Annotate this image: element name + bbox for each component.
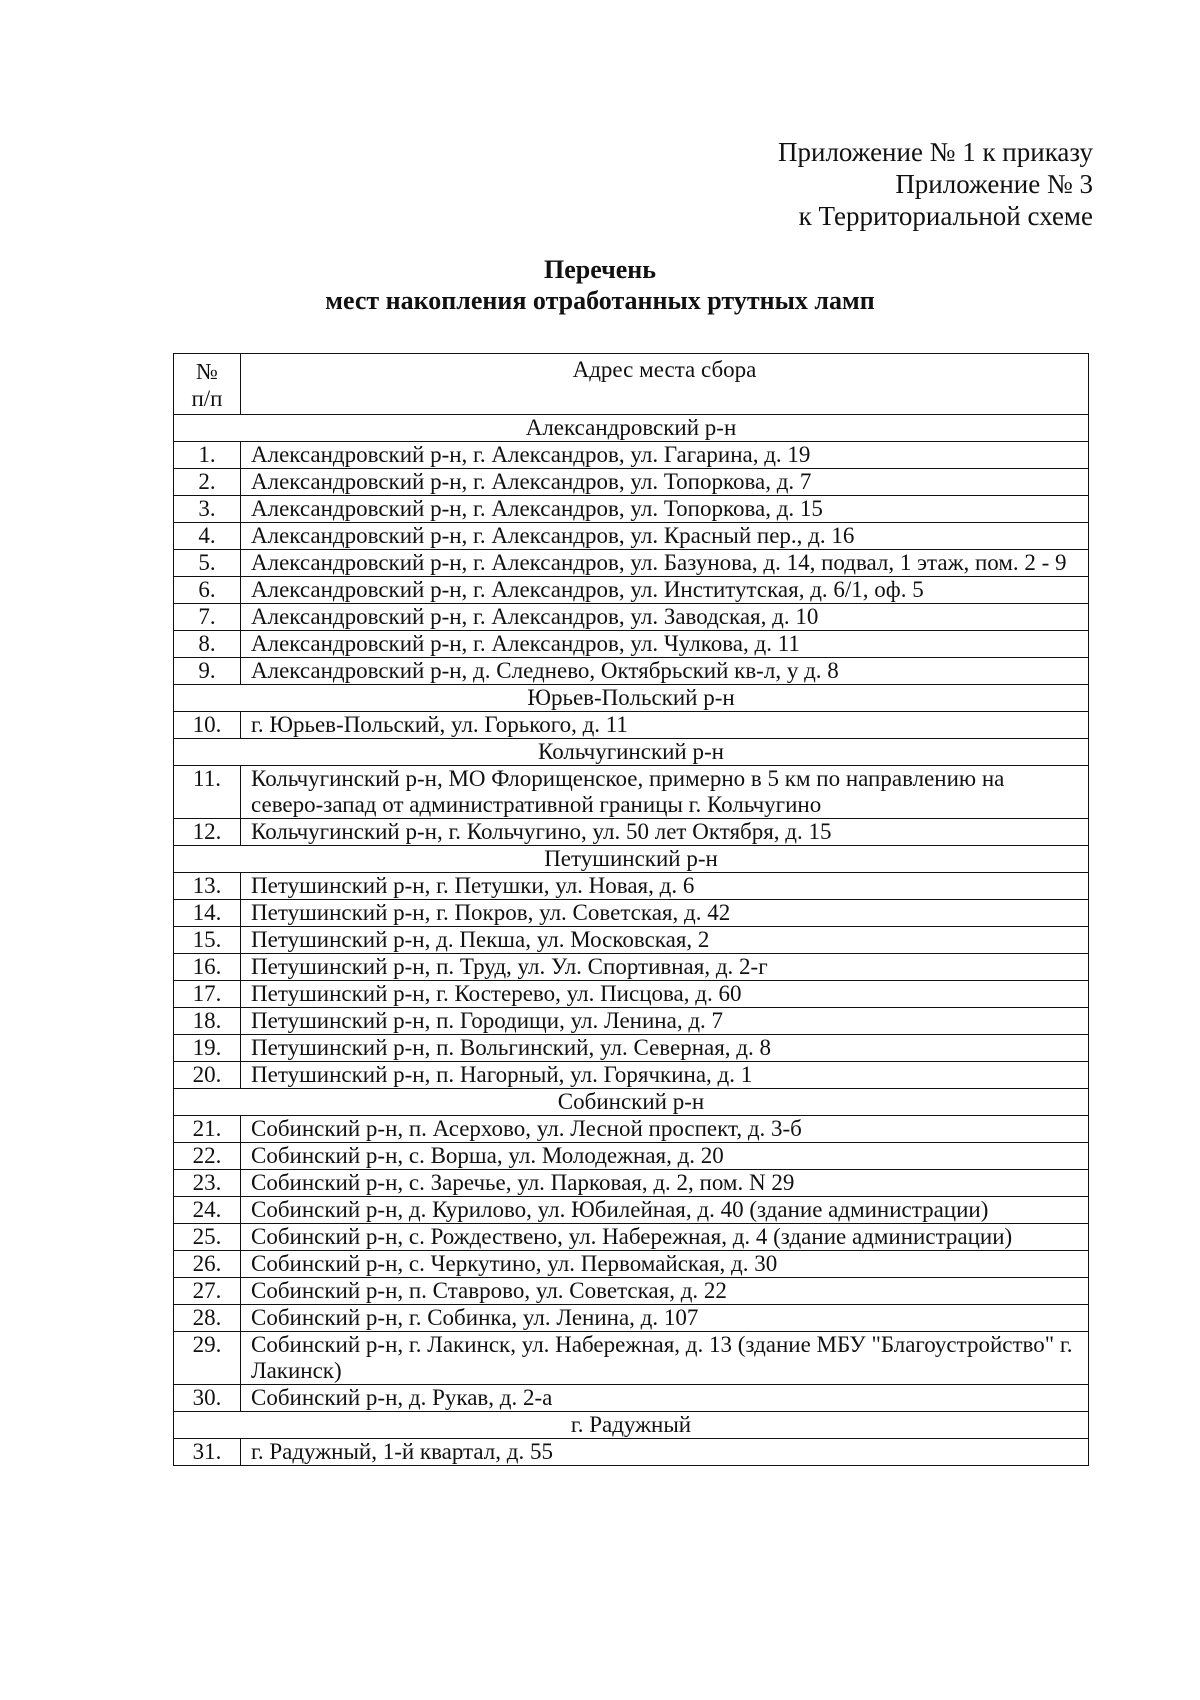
table-row [174, 766, 1089, 819]
region-row [174, 415, 1089, 442]
table-row [174, 1278, 1089, 1305]
row-address: Петушинский р-н, г. Костерево, ул. Писцова, д. 60 [241, 981, 1089, 1008]
row-number: 4. [174, 523, 241, 550]
row-address: Кольчугинский р-н, г. Кольчугино, ул. 50 лет Октября, д. 15 [241, 819, 1089, 846]
row-address: Собинский р-н, г. Собинка, ул. Ленина, д. 107 [241, 1305, 1089, 1332]
table-row [174, 1439, 1089, 1466]
table-row [174, 469, 1089, 496]
header-number-symbol: № [196, 359, 218, 384]
row-number: 3. [174, 496, 241, 523]
row-number: 25. [174, 1224, 241, 1251]
collection-points-table [173, 353, 1089, 1466]
row-address: Александровский р-н, г. Александров, ул. Заводская, д. 10 [241, 604, 1089, 631]
row-address: Александровский р-н, г. Александров, ул. Гагарина, д. 19 [241, 442, 1089, 469]
region-name: Петушинский р-н [174, 846, 1089, 873]
annex-line-1: Приложение № 1 к приказу [778, 137, 1093, 167]
row-address: Собинский р-н, с. Черкутино, ул. Первомайская, д. 30 [241, 1251, 1089, 1278]
region-name: Собинский р-н [174, 1089, 1089, 1116]
row-address: Петушинский р-н, п. Нагорный, ул. Горячкина, д. 1 [241, 1062, 1089, 1089]
row-number: 23. [174, 1170, 241, 1197]
table-row [174, 496, 1089, 523]
row-number: 20. [174, 1062, 241, 1089]
region-row [174, 685, 1089, 712]
row-address: Петушинский р-н, п. Городищи, ул. Ленина, д. 7 [241, 1008, 1089, 1035]
table-row [174, 442, 1089, 469]
region-row [174, 846, 1089, 873]
row-address: Кольчугинский р-н, МО Флорищенское, примерно в 5 км по направлению на северо-запад от административной границы г. Кольчугино [241, 766, 1089, 819]
annex-line-3: к Территориальной схеме [798, 201, 1093, 231]
row-number: 1. [174, 442, 241, 469]
annex-header [778, 136, 1093, 232]
table-row [174, 1385, 1089, 1412]
row-address: Петушинский р-н, п. Труд, ул. Ул. Спортивная, д. 2-г [241, 954, 1089, 981]
table-row [174, 1008, 1089, 1035]
table-row [174, 523, 1089, 550]
row-number: 31. [174, 1439, 241, 1466]
table-row [174, 712, 1089, 739]
row-address: Собинский р-н, п. Ставрово, ул. Советская, д. 22 [241, 1278, 1089, 1305]
row-address: Собинский р-н, г. Лакинск, ул. Набережная, д. 13 (здание МБУ "Благоустройство" г. Лакинск) [241, 1332, 1089, 1385]
row-address: Петушинский р-н, г. Покров, ул. Советская, д. 42 [241, 900, 1089, 927]
row-number: 12. [174, 819, 241, 846]
table-row [174, 981, 1089, 1008]
table-row [174, 1035, 1089, 1062]
row-number: 14. [174, 900, 241, 927]
row-address: Александровский р-н, г. Александров, ул. Топоркова, д. 15 [241, 496, 1089, 523]
row-address: г. Юрьев-Польский, ул. Горького, д. 11 [241, 712, 1089, 739]
row-number: 28. [174, 1305, 241, 1332]
row-number: 24. [174, 1197, 241, 1224]
row-number: 7. [174, 604, 241, 631]
row-address: Собинский р-н, с. Заречье, ул. Парковая, д. 2, пом. N 29 [241, 1170, 1089, 1197]
row-number: 17. [174, 981, 241, 1008]
region-row [174, 1089, 1089, 1116]
table-row [174, 954, 1089, 981]
table-row [174, 1062, 1089, 1089]
table-body [174, 415, 1089, 1466]
row-number: 13. [174, 873, 241, 900]
table-row [174, 927, 1089, 954]
region-name: г. Радужный [174, 1412, 1089, 1439]
region-name: Юрьев-Польский р-н [174, 685, 1089, 712]
table-row [174, 550, 1089, 577]
header-address-cell: Адрес места сбора [241, 354, 1089, 415]
row-address: Собинский р-н, д. Рукав, д. 2-а [241, 1385, 1089, 1412]
row-number: 19. [174, 1035, 241, 1062]
row-number: 6. [174, 577, 241, 604]
row-address: Собинский р-н, с. Рождествено, ул. Набережная, д. 4 (здание администрации) [241, 1224, 1089, 1251]
row-number: 11. [174, 766, 241, 819]
region-name: Кольчугинский р-н [174, 739, 1089, 766]
row-address: Петушинский р-н, п. Вольгинский, ул. Северная, д. 8 [241, 1035, 1089, 1062]
row-address: Александровский р-н, г. Александров, ул. Топоркова, д. 7 [241, 469, 1089, 496]
table-row [174, 1170, 1089, 1197]
table-row [174, 577, 1089, 604]
table-row [174, 873, 1089, 900]
row-number: 29. [174, 1332, 241, 1385]
title-line-1: Перечень [543, 255, 657, 284]
table-row [174, 1143, 1089, 1170]
row-address: Александровский р-н, г. Александров, ул. Чулкова, д. 11 [241, 631, 1089, 658]
table-row [174, 1251, 1089, 1278]
table-row [174, 1305, 1089, 1332]
row-address: Собинский р-н, п. Асерхово, ул. Лесной проспект, д. 3-б [241, 1116, 1089, 1143]
header-number-cell [174, 354, 241, 415]
document-title [0, 254, 1200, 316]
row-number: 16. [174, 954, 241, 981]
row-number: 27. [174, 1278, 241, 1305]
title-line-2: мест накопления отработанных ртутных ламп [325, 286, 875, 315]
row-address: Собинский р-н, с. Ворша, ул. Молодежная, д. 20 [241, 1143, 1089, 1170]
row-address: Александровский р-н, г. Александров, ул. Красный пер., д. 16 [241, 523, 1089, 550]
row-address: Петушинский р-н, г. Петушки, ул. Новая, д. 6 [241, 873, 1089, 900]
row-number: 2. [174, 469, 241, 496]
table-row [174, 604, 1089, 631]
row-number: 15. [174, 927, 241, 954]
table-row [174, 1332, 1089, 1385]
row-address: г. Радужный, 1-й квартал, д. 55 [241, 1439, 1089, 1466]
table-row [174, 1116, 1089, 1143]
row-number: 22. [174, 1143, 241, 1170]
row-number: 5. [174, 550, 241, 577]
region-row [174, 739, 1089, 766]
table-row [174, 819, 1089, 846]
table-header-row [174, 354, 1089, 415]
region-row [174, 1412, 1089, 1439]
table-row [174, 631, 1089, 658]
row-number: 18. [174, 1008, 241, 1035]
table-row [174, 1197, 1089, 1224]
row-number: 30. [174, 1385, 241, 1412]
row-number: 9. [174, 658, 241, 685]
header-number-abbr: п/п [191, 386, 223, 411]
row-number: 8. [174, 631, 241, 658]
table-row [174, 1224, 1089, 1251]
row-number: 26. [174, 1251, 241, 1278]
annex-line-2: Приложение № 3 [895, 169, 1093, 199]
table-row [174, 658, 1089, 685]
region-name: Александровский р-н [174, 415, 1089, 442]
row-address: Собинский р-н, д. Курилово, ул. Юбилейная, д. 40 (здание администрации) [241, 1197, 1089, 1224]
row-address: Петушинский р-н, д. Пекша, ул. Московская, 2 [241, 927, 1089, 954]
row-address: Александровский р-н, д. Следнево, Октябрьский кв-л, у д. 8 [241, 658, 1089, 685]
table-row [174, 900, 1089, 927]
row-number: 21. [174, 1116, 241, 1143]
row-address: Александровский р-н, г. Александров, ул. Институтская, д. 6/1, оф. 5 [241, 577, 1089, 604]
row-address: Александровский р-н, г. Александров, ул. Базунова, д. 14, подвал, 1 этаж, пом. 2 - 9 [241, 550, 1089, 577]
row-number: 10. [174, 712, 241, 739]
